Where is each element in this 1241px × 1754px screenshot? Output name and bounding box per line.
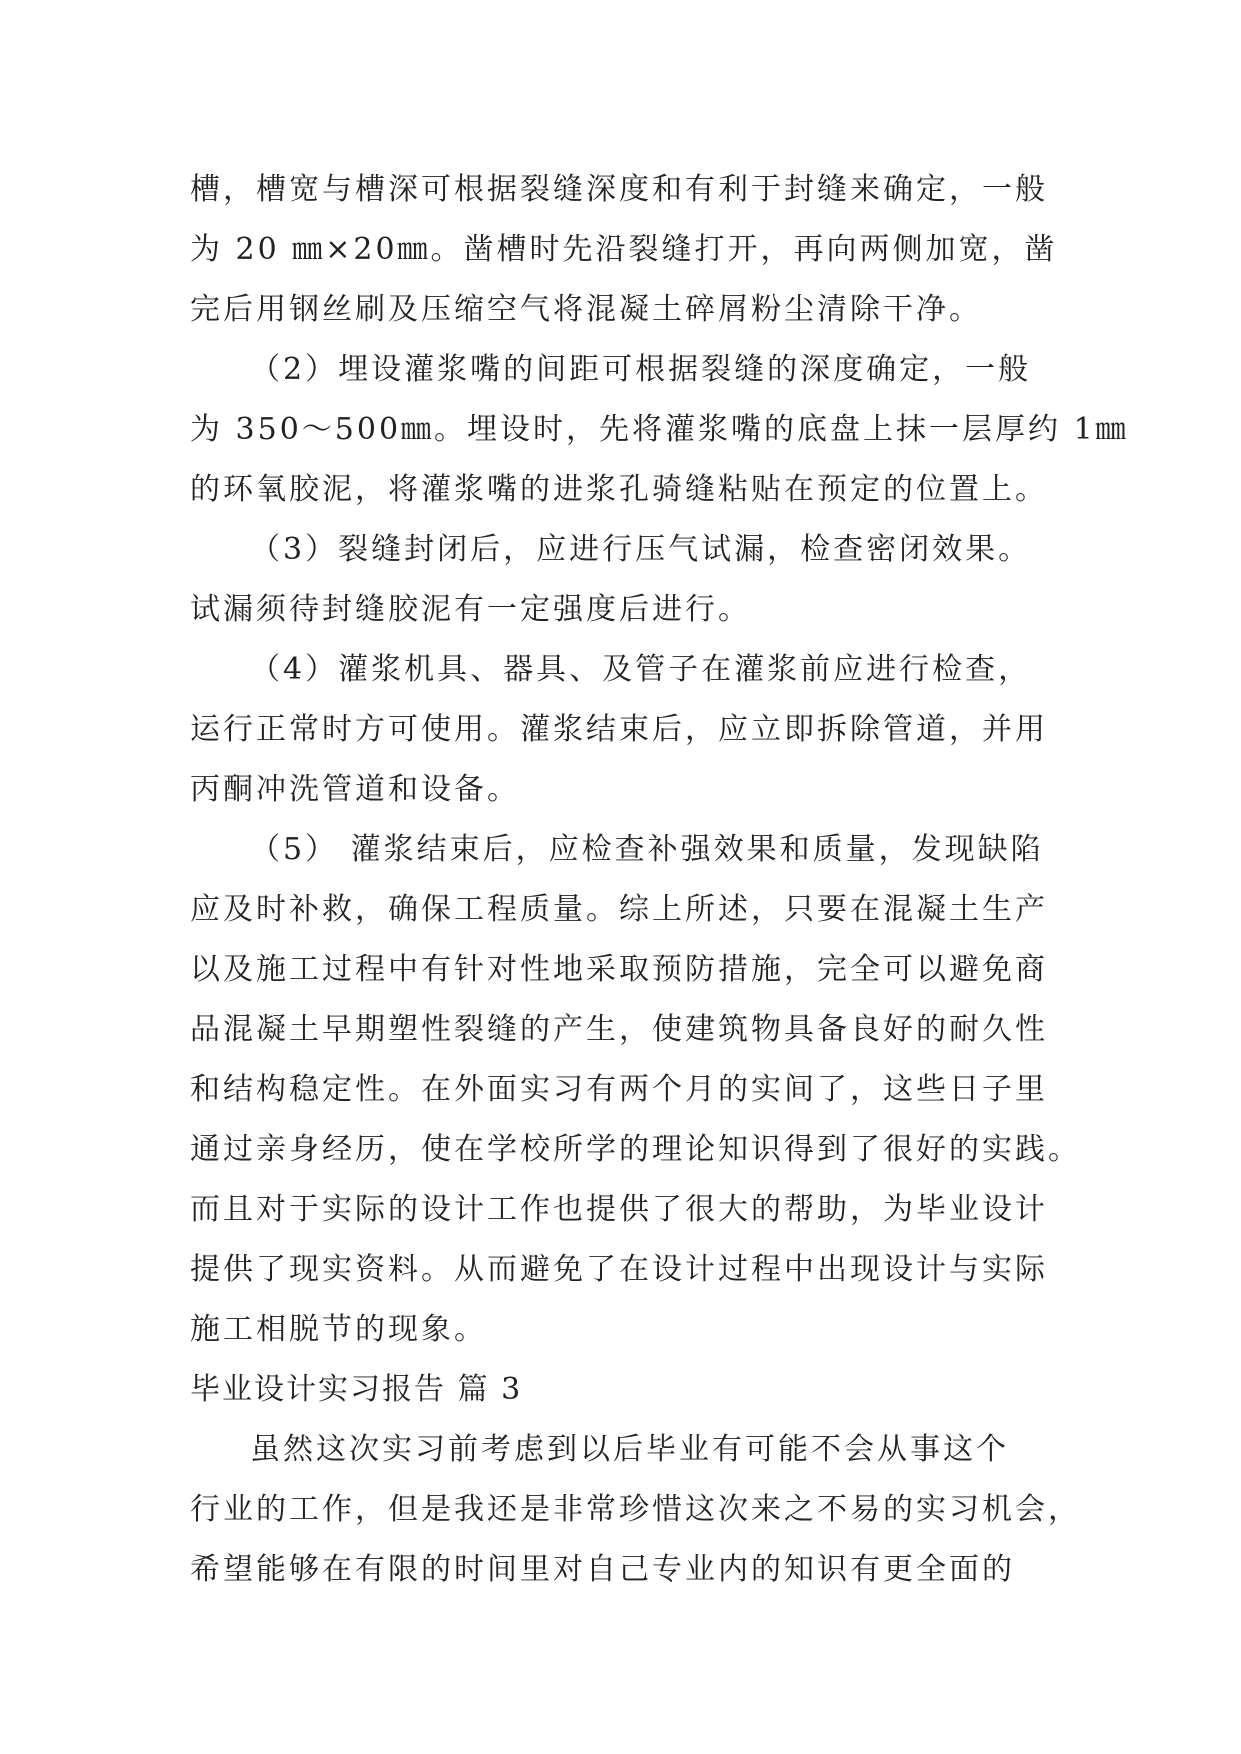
text-line: （4）灌浆机具、器具、及管子在灌浆前应进行检查， [250, 652, 1032, 687]
text-line: 为 20 ㎜×20㎜。凿槽时先沿裂缝打开，再向两侧加宽，凿 [190, 232, 1058, 267]
text-line: 施工相脱节的现象。 [190, 1312, 487, 1347]
text-line: （5） 灌浆结束后，应检查补强效果和质量，发现缺陷 [250, 832, 1044, 867]
text-line: 应及时补救，确保工程质量。综上所述，只要在混凝土生产 [190, 892, 1048, 927]
text-line: 为 350～500㎜。埋设时，先将灌浆嘴的底盘上抹一层厚约 1㎜ [190, 412, 1129, 447]
text-line: 丙酮冲洗管道和设备。 [190, 772, 520, 807]
text-line: 和结构稳定性。在外面实习有两个月的实间了，这些日子里 [190, 1072, 1048, 1107]
document-body [190, 160, 1129, 1600]
text-line: 完后用钢丝刷及压缩空气将混凝土碎屑粉尘清除干净。 [190, 292, 982, 327]
section-heading: 毕业设计实习报告 篇 3 [190, 1372, 523, 1407]
text-line: （2）埋设灌浆嘴的间距可根据裂缝的深度确定，一般 [250, 352, 1032, 387]
text-line: 以及施工过程中有针对性地采取预防措施，完全可以避免商 [190, 952, 1048, 987]
text-line: 的环氧胶泥，将灌浆嘴的进浆孔骑缝粘贴在预定的位置上。 [190, 472, 1048, 507]
text-line: 试漏须待封缝胶泥有一定强度后进行。 [190, 592, 751, 627]
text-line: （3）裂缝封闭后，应进行压气试漏，检查密闭效果。 [250, 532, 1032, 567]
text-line: 希望能够在有限的时间里对自己专业内的知识有更全面的 [190, 1552, 1015, 1587]
text-line: 而且对于实际的设计工作也提供了很大的帮助，为毕业设计 [190, 1192, 1048, 1227]
text-line: 品混凝土早期塑性裂缝的产生，使建筑物具备良好的耐久性 [190, 1012, 1048, 1047]
text-line: 通过亲身经历，使在学校所学的理论知识得到了很好的实践。 [190, 1132, 1081, 1167]
text-line: 槽，槽宽与槽深可根据裂缝深度和有利于封缝来确定，一般 [190, 172, 1048, 207]
text-line: 虽然这次实习前考虑到以后毕业有可能不会从事这个 [250, 1432, 1009, 1467]
text-line: 行业的工作，但是我还是非常珍惜这次来之不易的实习机会， [190, 1492, 1081, 1527]
text-line: 提供了现实资料。从而避免了在设计过程中出现设计与实际 [190, 1252, 1048, 1287]
text-line: 运行正常时方可使用。灌浆结束后，应立即拆除管道，并用 [190, 712, 1048, 747]
